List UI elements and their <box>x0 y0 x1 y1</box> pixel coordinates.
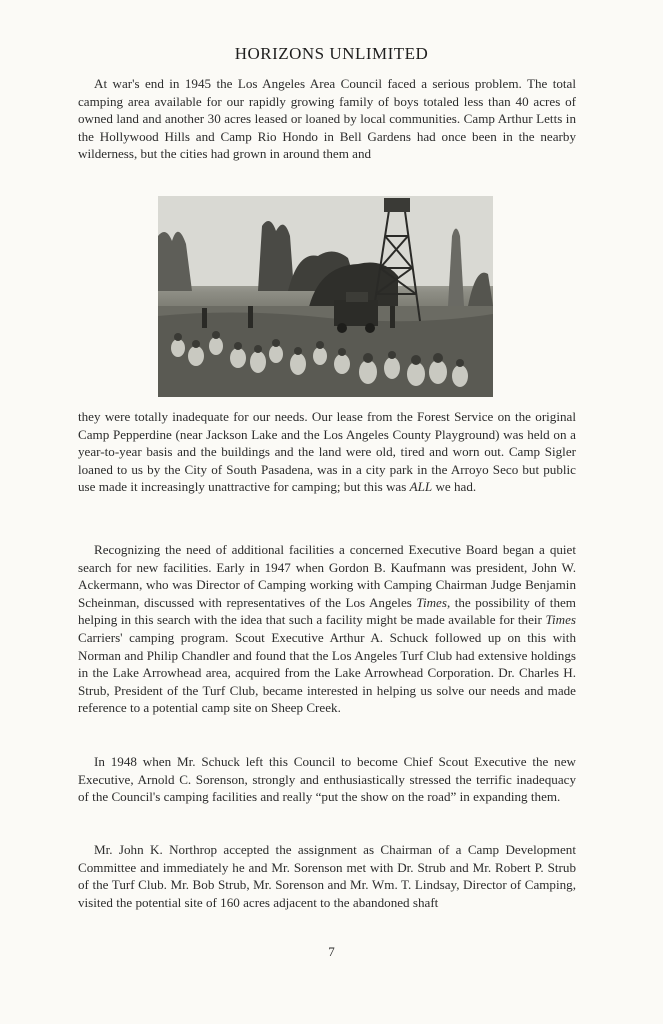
paragraph-3 <box>78 541 576 717</box>
page-title: HORIZONS UNLIMITED <box>234 44 429 63</box>
paragraph-3-emphasis-times-2: Times <box>545 612 576 628</box>
paragraph-3-text-c: Carriers' camping program. Scout Executive Arthur A. Schuck followed up on this with Norman and Philip Chandler and found that the Los Angeles Turf Club had extensive holdings in the Lake Arrowhead area, acquired from the Lake Arrowhead Corporation. Dr. Charles H. Strub, President of the Turf Club, became interested in helping us solve our needs and made reference to a potential camp site on Sheep Creek. <box>78 629 576 716</box>
paragraph-3-text-b: , the possibility of them helping in this search with the idea that such a facility might be made available for their <box>78 594 576 628</box>
paragraph-2-text-b: we had. <box>432 479 477 495</box>
photo-illustration <box>158 196 493 397</box>
paragraph-4: In 1948 when Mr. Schuck left this Council to become Chief Scout Executive the new Executive, Arnold C. Sorenson, strongly and enthusiastically stressed the terrific inadequacy of the Council's camping facilities and really “put the show on the road” in expanding them. <box>78 754 576 805</box>
paragraph-2 <box>78 408 576 496</box>
paragraph-2-emphasis: ALL <box>409 479 433 495</box>
paragraph-2-text-a: they were totally inadequate for our needs. Our lease from the Forest Service on the original Camp Pepperdine (near Jackson Lake and the Los Angeles County Playground) was held on a year-to-year basis and the buildings and the land were old, tired and worn out. Camp Sigler loaned to us by the City of South Pasadena, was in a city park in the Arroyo Seco but public use made it increasingly unattractive for camping; but this was <box>78 409 576 495</box>
campfire-gathering-photo <box>158 196 493 397</box>
paragraph-1: At war's end in 1945 the Los Angeles Area Council faced a serious problem. The total camping area available for our rapidly growing family of boys totaled less than 40 acres of owned land and another 30 acres leased or loaned by local communities. Camp Arthur Letts in the Hollywood Hills and Camp Rio Hondo in Bell Gardens had once been in the nearby wilderness, but the cities had grown in around them and <box>78 76 576 162</box>
paragraph-3-emphasis-times-1: Times <box>416 594 447 610</box>
paragraph-3-text-a: Recognizing the need of additional facilities a concerned Executive Board began a quiet search for new facilities. Early in 1947 when Gordon B. Kaufmann was president, John W. Ackermann, who was Director of Camping working with Camping Chairman Judge Benjamin Scheinman, discussed with representatives of the Los Angeles <box>78 542 576 610</box>
paragraph-5: Mr. John K. Northrop accepted the assignment as Chairman of a Camp Development Committee and immediately he and Mr. Sorenson met with Dr. Strub and Mr. Robert P. Strub of the Turf Club. Mr. Bob Strub, Mr. Sorenson and Mr. Wm. T. Lindsay, Director of Camping, visited the potential site of 160 acres adjacent to the abandoned shaft <box>78 842 576 910</box>
page-number: 7 <box>328 944 335 959</box>
